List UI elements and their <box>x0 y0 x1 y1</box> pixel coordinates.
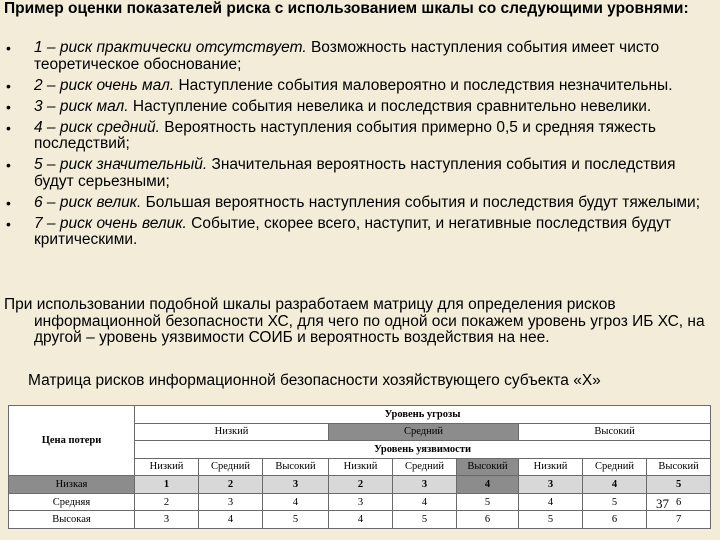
loss-row-label: Низкая <box>9 476 135 494</box>
risk-cell: 4 <box>263 493 329 511</box>
matrix-intro-paragraph: При использовании подобной шкалы разработаем матрицу для определения рисков информационной безопасности ХС, для чего по одной оси покажем уровень угроз ИБ ХС, на другой – уровень уязвимости СОИБ и вероятность воздействия на нее. <box>4 296 705 347</box>
bullet-icon: • <box>6 215 11 232</box>
vuln-level-cell: Низкий <box>135 458 199 476</box>
risk-level-item <box>0 78 716 95</box>
risk-level-text: Вероятность наступления события примерно 0,5 и средняя тяжесть последствий; <box>34 118 656 152</box>
risk-level-text: Наступление события невелика и последствия сравнительно невелики. <box>128 97 652 115</box>
risk-cell: 3 <box>329 493 393 511</box>
risk-cell: 5 <box>263 511 329 529</box>
risk-level-term: 7 – риск очень велик. <box>34 214 187 232</box>
risk-cell: 5 <box>519 511 583 529</box>
risk-cell: 5 <box>583 493 647 511</box>
risk-cell: 2 <box>135 493 199 511</box>
risk-level-item <box>0 120 716 153</box>
table-row <box>9 476 711 494</box>
loss-row-label: Высокая <box>9 511 135 529</box>
vuln-level-cell: Высокий <box>647 458 711 476</box>
risk-cell: 5 <box>457 493 519 511</box>
vulnerability-header-cell: Уровень уязвимости <box>135 441 711 459</box>
risk-cell: 4 <box>583 476 647 494</box>
risk-level-item <box>0 157 716 190</box>
bullet-icon: • <box>6 119 11 136</box>
vuln-level-cell: Средний <box>393 458 457 476</box>
bullet-icon: • <box>6 194 11 211</box>
threat-level-medium: Средний <box>329 423 519 441</box>
bullet-icon: • <box>6 157 11 173</box>
risk-cell: 2 <box>199 476 263 494</box>
vuln-level-cell: Низкий <box>329 458 393 476</box>
risk-cell: 6 <box>583 511 647 529</box>
risk-level-term: 3 – риск мал. <box>34 97 129 115</box>
risk-cell: 1 <box>135 476 199 494</box>
risk-level-term: 2 – риск очень мал. <box>34 76 175 94</box>
risk-level-text: Значительная вероятность наступления события и последствия будут серьезными; <box>34 156 676 190</box>
risk-level-term: 1 – риск практически отсутствует. <box>34 39 307 56</box>
risk-levels-list <box>0 40 716 253</box>
risk-matrix-table <box>8 405 711 529</box>
risk-level-text: Событие, скорее всего, наступит, и негативные последствия будут критическими. <box>34 214 672 248</box>
risk-level-term: 5 – риск значительный. <box>34 156 208 173</box>
vuln-level-cell: Высокий <box>457 458 519 476</box>
risk-level-text: Большая вероятность наступления события и последствия будут тяжелыми; <box>141 193 701 211</box>
threat-header-cell: Уровень угрозы <box>135 406 711 424</box>
vuln-level-cell: Средний <box>583 458 647 476</box>
risk-cell: 3 <box>263 476 329 494</box>
risk-level-term: 6 – риск велик. <box>34 193 142 211</box>
table-row <box>9 493 711 511</box>
bullet-icon: • <box>6 98 11 115</box>
risk-cell: 2 <box>329 476 393 494</box>
risk-cell: 5 <box>393 511 457 529</box>
vuln-level-cell: Высокий <box>263 458 329 476</box>
bullet-icon: • <box>6 77 11 94</box>
table-row <box>9 511 711 529</box>
bullet-icon: • <box>6 40 11 56</box>
vuln-level-cell: Низкий <box>519 458 583 476</box>
risk-cell: 4 <box>519 493 583 511</box>
risk-cell: 4 <box>199 511 263 529</box>
risk-cell: 5 <box>647 476 711 494</box>
risk-cell: 6 <box>457 511 519 529</box>
slide-heading: Пример оценки показателей риска с использованием шкалы со следующими уровнями: <box>4 0 689 17</box>
risk-cell: 3 <box>519 476 583 494</box>
loss-header-cell: Цена потери <box>9 406 135 476</box>
risk-level-term: 4 – риск средний. <box>34 118 160 136</box>
risk-cell-selected: 4 <box>457 476 519 494</box>
loss-row-label: Средняя <box>9 493 135 511</box>
threat-level-high: Высокий <box>519 423 711 441</box>
page-number: 37 <box>656 496 669 511</box>
matrix-title: Матрица рисков информационной безопасности хозяйствующего субъекта «Х» <box>28 372 601 389</box>
risk-cell: 6 <box>647 493 711 511</box>
risk-cell: 3 <box>199 493 263 511</box>
risk-level-item <box>0 40 716 73</box>
risk-level-text: Наступление события маловероятно и последствия незначительны. <box>174 76 673 94</box>
risk-level-item <box>0 195 716 212</box>
vuln-level-cell: Средний <box>199 458 263 476</box>
risk-level-item <box>0 99 716 116</box>
risk-cell: 4 <box>393 493 457 511</box>
risk-level-item <box>0 216 716 249</box>
risk-cell: 7 <box>647 511 711 529</box>
risk-level-text: Возможность наступления события имеет чисто теоретическое обоснование; <box>34 39 660 73</box>
threat-level-low: Низкий <box>135 423 329 441</box>
risk-cell: 3 <box>393 476 457 494</box>
risk-cell: 3 <box>135 511 199 529</box>
risk-cell: 4 <box>329 511 393 529</box>
